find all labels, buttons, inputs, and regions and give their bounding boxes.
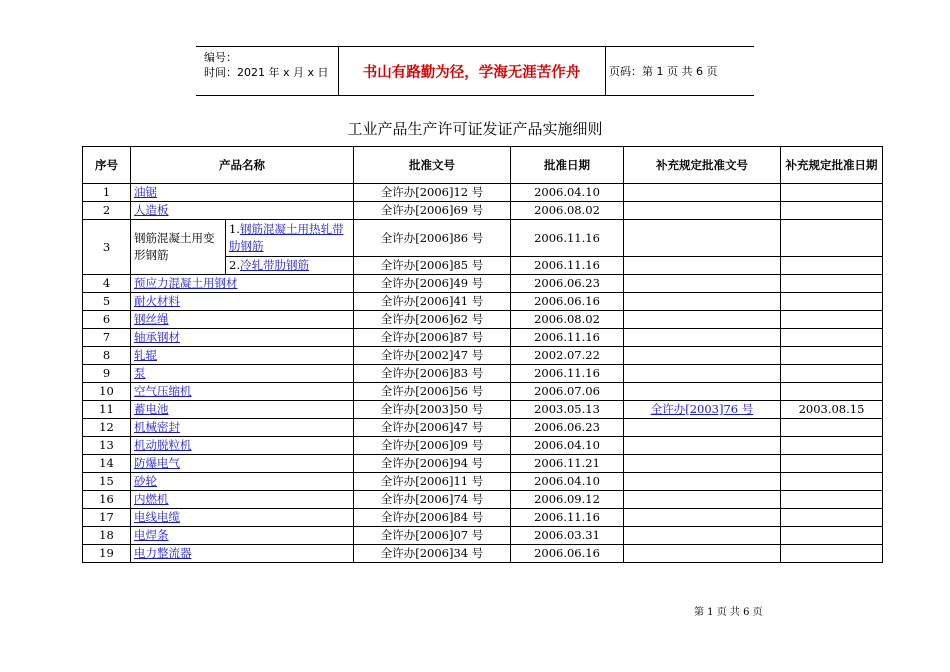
row-no: 19 bbox=[83, 545, 131, 563]
approval-date: 2006.11.16 bbox=[511, 220, 624, 257]
supp-doc bbox=[624, 383, 781, 401]
header-motto: 书山有路勤为径，学海无涯苦作舟 bbox=[362, 64, 581, 81]
table-header-row bbox=[83, 147, 883, 184]
approval-date: 2003.05.13 bbox=[511, 401, 624, 419]
approval-date: 2006.08.02 bbox=[511, 311, 624, 329]
col-header-date: 批准日期 bbox=[511, 147, 624, 184]
col-header-no: 序号 bbox=[83, 147, 131, 184]
product-name-cell bbox=[131, 293, 354, 311]
sub-product-link[interactable]: 冷轧带肋钢筋 bbox=[239, 258, 309, 272]
sub-prefix: 2. bbox=[229, 258, 240, 272]
product-link[interactable]: 机械密封 bbox=[134, 420, 180, 434]
supp-doc bbox=[624, 491, 781, 509]
supp-date bbox=[781, 455, 883, 473]
product-name-cell bbox=[131, 275, 354, 293]
approval-date: 2006.04.10 bbox=[511, 184, 624, 202]
table-row bbox=[83, 202, 883, 220]
supp-date bbox=[781, 491, 883, 509]
supp-date bbox=[781, 293, 883, 311]
table-row bbox=[83, 275, 883, 293]
supp-doc bbox=[624, 275, 781, 293]
product-link[interactable]: 空气压缩机 bbox=[134, 384, 192, 398]
approval-doc: 全许办[2006]74 号 bbox=[354, 491, 511, 509]
approval-doc: 全许办[2006]12 号 bbox=[354, 184, 511, 202]
approval-doc: 全许办[2006]09 号 bbox=[354, 437, 511, 455]
approval-date: 2006.11.16 bbox=[511, 509, 624, 527]
time-label: 时间：2021 年 x 月 x 日 bbox=[204, 66, 329, 79]
product-name-cell bbox=[131, 383, 354, 401]
approval-doc: 全许办[2006]07 号 bbox=[354, 527, 511, 545]
col-header-supp-doc: 补充规定批准文号 bbox=[624, 147, 781, 184]
product-link[interactable]: 电力整流器 bbox=[134, 546, 192, 560]
product-link[interactable]: 防爆电气 bbox=[134, 456, 180, 470]
approval-date: 2006.06.16 bbox=[511, 545, 624, 563]
row-no: 9 bbox=[83, 365, 131, 383]
product-link[interactable]: 耐火材料 bbox=[134, 294, 180, 308]
product-link[interactable]: 机动脱粒机 bbox=[134, 438, 192, 452]
row-no: 13 bbox=[83, 437, 131, 455]
approval-doc: 全许办[2006]34 号 bbox=[354, 545, 511, 563]
product-link[interactable]: 预应力混凝土用钢材 bbox=[134, 276, 238, 290]
product-name-cell bbox=[131, 455, 354, 473]
row-no: 11 bbox=[83, 401, 131, 419]
table-row bbox=[83, 491, 883, 509]
product-name-cell bbox=[131, 545, 354, 563]
page-header bbox=[196, 46, 754, 96]
table-row bbox=[83, 437, 883, 455]
approval-doc: 全许办[2006]87 号 bbox=[354, 329, 511, 347]
approval-date: 2006.11.16 bbox=[511, 257, 624, 275]
supp-doc bbox=[624, 293, 781, 311]
product-link[interactable]: 电焊条 bbox=[134, 528, 169, 542]
approval-date: 2006.03.31 bbox=[511, 527, 624, 545]
row-no: 18 bbox=[83, 527, 131, 545]
product-name-cell bbox=[131, 365, 354, 383]
approval-doc: 全许办[2006]94 号 bbox=[354, 455, 511, 473]
supp-date bbox=[781, 202, 883, 220]
row-no: 16 bbox=[83, 491, 131, 509]
supp-doc bbox=[624, 184, 781, 202]
approval-doc: 全许办[2006]49 号 bbox=[354, 275, 511, 293]
approval-doc: 全许办[2002]47 号 bbox=[354, 347, 511, 365]
approval-doc: 全许办[2006]62 号 bbox=[354, 311, 511, 329]
product-link[interactable]: 轧辊 bbox=[134, 348, 157, 362]
product-link[interactable]: 砂轮 bbox=[134, 474, 157, 488]
approval-date: 2006.08.02 bbox=[511, 202, 624, 220]
supp-date bbox=[781, 184, 883, 202]
supp-doc bbox=[624, 365, 781, 383]
table-row bbox=[83, 455, 883, 473]
product-link[interactable]: 油锯 bbox=[134, 185, 157, 199]
approval-date: 2006.07.06 bbox=[511, 383, 624, 401]
row-no: 14 bbox=[83, 455, 131, 473]
supp-date bbox=[781, 347, 883, 365]
sub-product-name-cell bbox=[226, 257, 354, 275]
table-row bbox=[83, 509, 883, 527]
table-row bbox=[83, 293, 883, 311]
product-name-cell bbox=[131, 509, 354, 527]
supp-date bbox=[781, 437, 883, 455]
product-link[interactable]: 泵 bbox=[134, 366, 146, 380]
supp-doc bbox=[624, 347, 781, 365]
row-no: 10 bbox=[83, 383, 131, 401]
supp-doc bbox=[624, 455, 781, 473]
table-row bbox=[83, 419, 883, 437]
product-name-cell bbox=[131, 419, 354, 437]
approval-date: 2006.06.23 bbox=[511, 419, 624, 437]
supp-doc-link[interactable]: 全许办[2003]76 号 bbox=[650, 402, 754, 416]
approval-date: 2006.11.16 bbox=[511, 329, 624, 347]
supp-date bbox=[781, 275, 883, 293]
approval-date: 2006.04.10 bbox=[511, 473, 624, 491]
supp-doc bbox=[624, 527, 781, 545]
product-name-cell bbox=[131, 527, 354, 545]
approval-doc: 全许办[2006]41 号 bbox=[354, 293, 511, 311]
document-title: 工业产品生产许可证发证产品实施细则 bbox=[347, 120, 603, 138]
row-no: 7 bbox=[83, 329, 131, 347]
approval-date: 2006.11.16 bbox=[511, 365, 624, 383]
group-product-name: 钢筋混凝土用变形钢筋 bbox=[131, 220, 226, 275]
product-name-cell bbox=[131, 311, 354, 329]
supp-date: 2003.08.15 bbox=[781, 401, 883, 419]
col-header-supp-date: 补充规定批准日期 bbox=[781, 147, 883, 184]
table-row bbox=[83, 383, 883, 401]
supp-doc bbox=[624, 257, 781, 275]
supp-doc bbox=[624, 220, 781, 257]
product-link[interactable]: 电线电缆 bbox=[134, 510, 180, 524]
product-link[interactable]: 钢丝绳 bbox=[134, 312, 169, 326]
table-row bbox=[83, 527, 883, 545]
supp-doc bbox=[624, 329, 781, 347]
col-header-name: 产品名称 bbox=[131, 147, 354, 184]
approval-doc: 全许办[2006]86 号 bbox=[354, 220, 511, 257]
approval-date: 2006.06.23 bbox=[511, 275, 624, 293]
product-link[interactable]: 蓄电池 bbox=[134, 402, 169, 416]
approval-doc: 全许办[2006]11 号 bbox=[354, 473, 511, 491]
supp-date bbox=[781, 419, 883, 437]
supp-doc bbox=[624, 509, 781, 527]
product-name-cell bbox=[131, 202, 354, 220]
supp-date bbox=[781, 311, 883, 329]
product-link[interactable]: 人造板 bbox=[134, 203, 169, 217]
table-row bbox=[83, 311, 883, 329]
approval-date: 2006.04.10 bbox=[511, 437, 624, 455]
supp-date bbox=[781, 220, 883, 257]
approval-date: 2006.11.21 bbox=[511, 455, 624, 473]
sub-product-name-cell bbox=[226, 220, 354, 257]
product-name-cell bbox=[131, 184, 354, 202]
row-no: 6 bbox=[83, 311, 131, 329]
row-no: 17 bbox=[83, 509, 131, 527]
product-name-cell bbox=[131, 473, 354, 491]
product-name-cell bbox=[131, 401, 354, 419]
approval-doc: 全许办[2003]50 号 bbox=[354, 401, 511, 419]
supp-doc bbox=[624, 311, 781, 329]
supp-date bbox=[781, 527, 883, 545]
approval-date: 2002.07.22 bbox=[511, 347, 624, 365]
sub-product-link[interactable]: 钢筋混凝土用热轧带肋钢筋 bbox=[229, 222, 344, 253]
page-footer: 第 1 页 共 6 页 bbox=[694, 607, 763, 618]
approval-doc: 全许办[2006]69 号 bbox=[354, 202, 511, 220]
supp-doc bbox=[624, 419, 781, 437]
supp-date bbox=[781, 473, 883, 491]
approval-doc: 全许办[2006]56 号 bbox=[354, 383, 511, 401]
supp-date bbox=[781, 545, 883, 563]
row-no: 12 bbox=[83, 419, 131, 437]
approval-doc: 全许办[2006]83 号 bbox=[354, 365, 511, 383]
approval-date: 2006.09.12 bbox=[511, 491, 624, 509]
product-name-cell bbox=[131, 437, 354, 455]
col-header-doc: 批准文号 bbox=[354, 147, 511, 184]
supp-date bbox=[781, 509, 883, 527]
table-row bbox=[83, 473, 883, 491]
header-divider bbox=[605, 46, 606, 96]
approval-date: 2006.06.16 bbox=[511, 293, 624, 311]
row-no: 1 bbox=[83, 184, 131, 202]
product-link[interactable]: 内燃机 bbox=[134, 492, 169, 506]
header-page-info: 页码：第 1 页 共 6 页 bbox=[609, 65, 718, 78]
header-meta bbox=[204, 50, 329, 80]
approval-doc: 全许办[2006]84 号 bbox=[354, 509, 511, 527]
row-no: 5 bbox=[83, 293, 131, 311]
approval-doc: 全许办[2006]85 号 bbox=[354, 257, 511, 275]
product-name-cell bbox=[131, 347, 354, 365]
supp-date bbox=[781, 257, 883, 275]
row-no: 15 bbox=[83, 473, 131, 491]
product-name-cell bbox=[131, 491, 354, 509]
table-row bbox=[83, 401, 883, 419]
product-name-cell bbox=[131, 329, 354, 347]
table-row bbox=[83, 184, 883, 202]
table-row-group bbox=[83, 220, 883, 257]
row-no: 3 bbox=[83, 220, 131, 275]
product-table bbox=[82, 146, 883, 563]
number-label: 编号： bbox=[204, 51, 237, 64]
row-no: 4 bbox=[83, 275, 131, 293]
table-row bbox=[83, 347, 883, 365]
table-row bbox=[83, 365, 883, 383]
supp-doc bbox=[624, 545, 781, 563]
approval-doc: 全许办[2006]47 号 bbox=[354, 419, 511, 437]
supp-date bbox=[781, 329, 883, 347]
supp-doc bbox=[624, 437, 781, 455]
supp-doc bbox=[624, 473, 781, 491]
table-row bbox=[83, 329, 883, 347]
sub-prefix: 1. bbox=[229, 222, 240, 236]
product-link[interactable]: 轴承钢材 bbox=[134, 330, 180, 344]
table-row bbox=[83, 545, 883, 563]
supp-doc bbox=[624, 202, 781, 220]
supp-date bbox=[781, 383, 883, 401]
row-no: 8 bbox=[83, 347, 131, 365]
supp-date bbox=[781, 365, 883, 383]
supp-doc-cell bbox=[624, 401, 781, 419]
row-no: 2 bbox=[83, 202, 131, 220]
